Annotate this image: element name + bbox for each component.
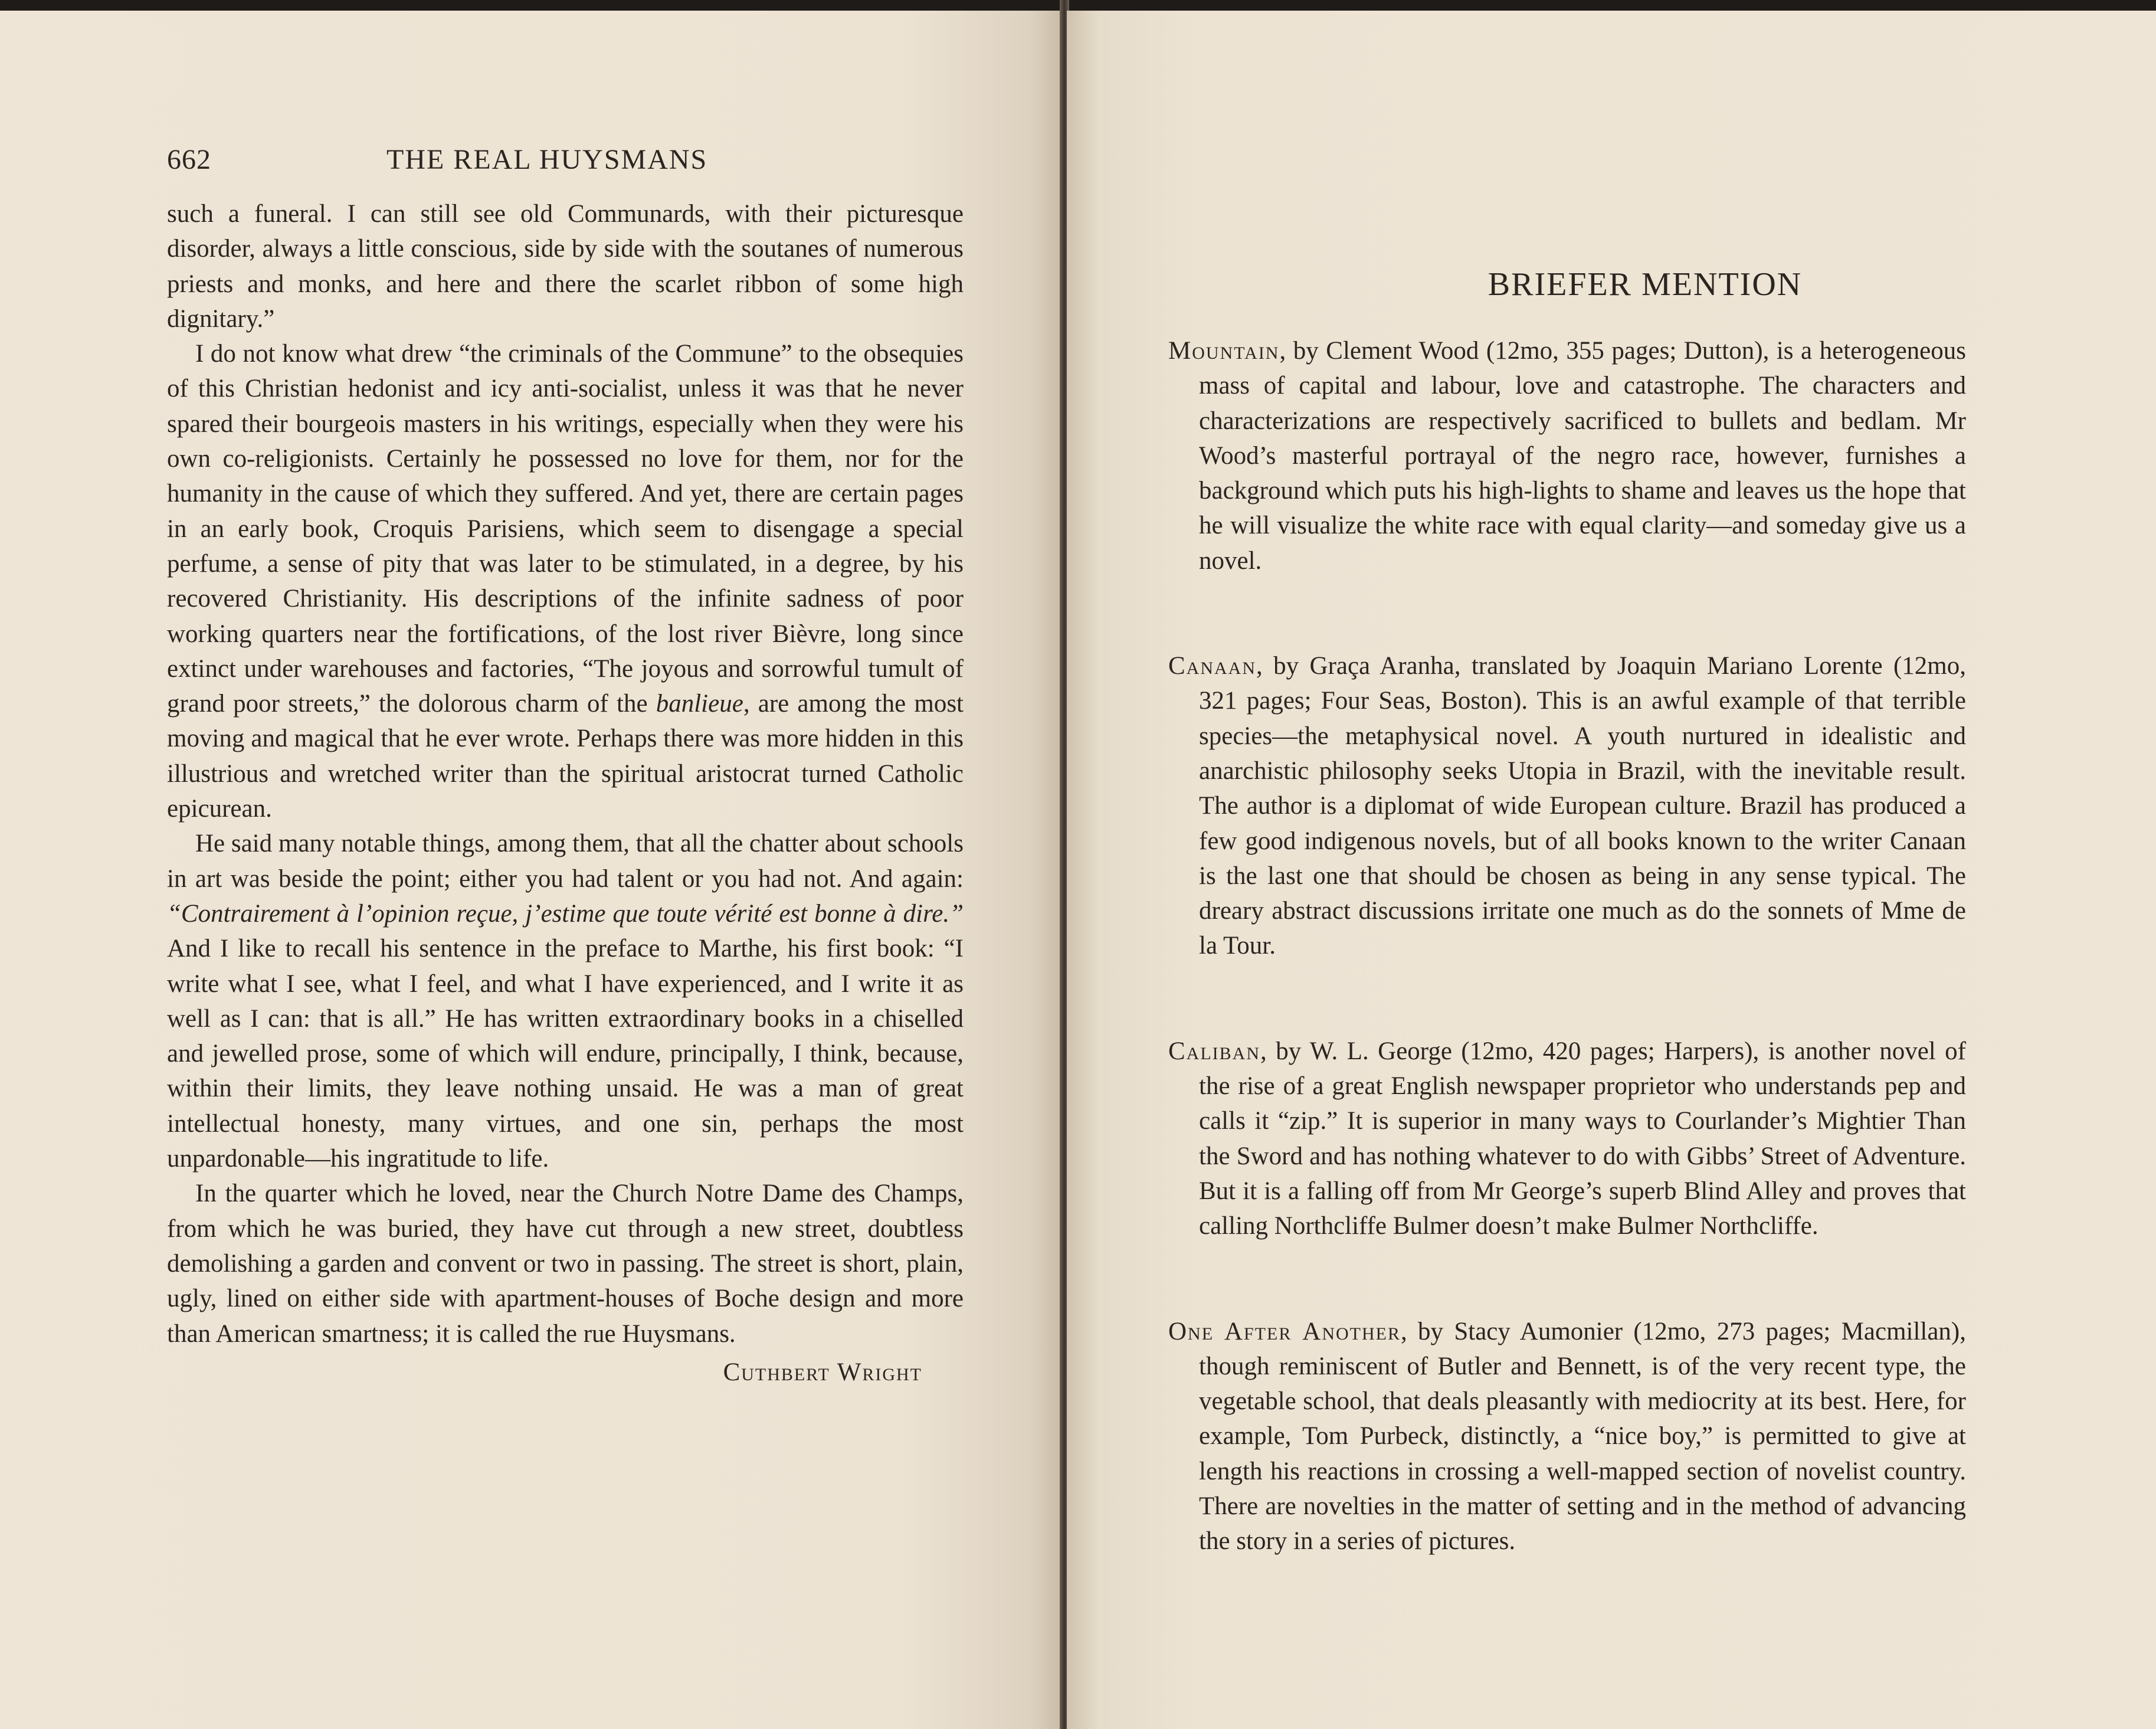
review-caliban xyxy=(1168,1034,1966,1244)
section-title xyxy=(1067,266,2070,303)
author-signature: Cuthbert Wright xyxy=(723,1358,922,1386)
book-title: Caliban xyxy=(1168,1037,1261,1065)
book-title: One After Another xyxy=(1168,1317,1401,1345)
section-title-text: BRIEFER MENTION xyxy=(1487,266,1803,303)
paragraph-2-tail: , are among the most moving and magical that he ever wrote. Perhaps there was more hidden in this illustrious and wretched writer than the spiritual aristocrat turned Catholic epicurean. xyxy=(167,690,964,823)
review-mountain xyxy=(1168,333,1966,578)
article-text xyxy=(167,197,964,1390)
left-page xyxy=(0,11,1062,1729)
review-text: , by W. L. George (12mo, 420 pages; Harpers), is another novel of the rise of a great English newspaper proprietor who understands pep and calls it “zip.” It is superior in many ways to Courlander’s Mightier Than the Sword and has nothing whatever to do with Gibbs’ Street of Adventure. But it is a falling off from Mr George’s superb Blind Alley and proves that calling Northcliffe Bulmer doesn’t make Bulmer Northcliffe. xyxy=(1199,1037,1966,1240)
paragraph-1: such a funeral. I can still see old Communards, with their picturesque disorder, always a little conscious, side by side with the soutanes of numerous priests and monks, and here and there the scarlet ribbon of some high dignitary.” xyxy=(167,200,964,333)
running-head-title: THE REAL HUYSMANS xyxy=(386,144,708,175)
review-list xyxy=(1168,333,1966,1629)
review-text: , by Clement Wood (12mo, 355 pages; Dutton), is a heterogeneous mass of capital and labour, love and catastrophe. The characters and characterizations are respectively sacrificed to bullets and bedlam. Mr Wood’s masterful portrayal of the negro race, however, furnishes a background which puts his high-lights to shame and leaves us the hope that he will visualize the white race with equal clarity—and someday give us a novel. xyxy=(1199,337,1966,575)
paragraph-2 xyxy=(167,336,964,826)
review-one-after-another xyxy=(1168,1314,1966,1559)
review-canaan xyxy=(1168,649,1966,964)
review-text: , by Graça Aranha, translated by Joaquin Mariano Lorente (12mo, 321 pages; Four Seas, Boston). This is an awful example of that terrible species—the metaphysical novel. A youth nurtured in idealistic and anarchistic philosophy seeks Utopia in Brazil, with the inevitable result. The author is a diplomat of wide European culture. Brazil has produced a few good indigenous novels, but of all books known to the writer Canaan is the last one that should be chosen as being in any sense typical. The dreary abstract discussions irritate one much as do the sonnets of Mme de la Tour. xyxy=(1199,652,1966,960)
paragraph-2-italic: banlieue xyxy=(656,690,743,718)
paragraph-3 xyxy=(167,826,964,1176)
page-number: 662 xyxy=(167,144,211,175)
paragraph-4: In the quarter which he loved, near the Church Notre Dame des Champs, from which he was buried, they have cut through a new street, doubtless demolishing a garden and convent or two in passing. The street is short, plain, ugly, lined on either side with apartment-houses of Boche design and more than American smartness; it is called the rue Huysmans. xyxy=(167,1180,964,1348)
review-text: , by Stacy Aumonier (12mo, 273 pages; Macmillan), though reminiscent of Butler and Bennett, is of the very recent type, the vegetable school, that deals pleasantly with mediocrity at its best. Here, for example, Tom Purbeck, distinctly, a “nice boy,” is permitted to give at length his reactions in crossing a well-mapped section of novelist country. There are novelties in the matter of setting and in the method of advancing the story in a series of pictures. xyxy=(1199,1317,1967,1556)
book-title: Mountain xyxy=(1168,337,1280,365)
french-quote: “Contrairement à l’opinion reçue, j’estime que toute vérité est bonne à dire.” xyxy=(167,899,964,928)
paragraph-2-body: I do not know what drew “the criminals of the Commune” to the obsequies of this Christian hedonist and icy anti-socialist, unless it was that he never spared their bourgeois masters in his writings, especially when they were his own co-religionists. Certainly he possessed no love for them, nor for the humanity in the cause of which they suffered. And yet, there are certain pages in an early book, Croquis Parisiens, which seem to disengage a special perfume, a sense of pity that was later to be stimulated, in a degree, by his recovered Christianity. His descriptions of the infinite sadness of poor working quarters near the fortifications, of the lost river Bièvre, long since extinct under warehouses and factories, “The joyous and sorrowful tumult of grand poor streets,” the dolorous charm of the xyxy=(167,340,964,718)
book-title: Canaan xyxy=(1168,652,1257,680)
paragraph-3-body: He said many notable things, among them, that all the chatter about schools in art was beside the point; either you had talent or you had not. And again: xyxy=(167,830,964,893)
paragraph-3-tail: And I like to recall his sentence in the preface to Marthe, his first book: “I write what I see, what I feel, and what I have experienced, and I write it as well as I can: that is all.” He has written extraordinary books in a chiselled and jewelled prose, some of which will endure, principally, I think, because, within their limits, they leave nothing unsaid. He was a man of great intellectual honesty, many virtues, and one sin, perhaps the most unpardonable—his ingratitude to life. xyxy=(167,935,964,1173)
